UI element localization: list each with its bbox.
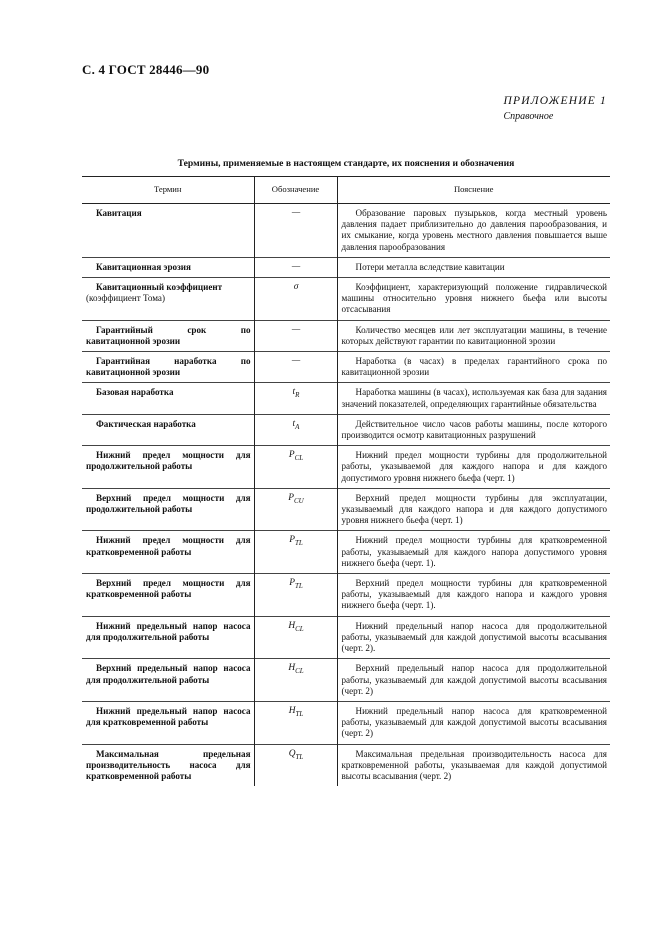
symbol-text: — (291, 261, 301, 272)
symbol-cell (254, 204, 337, 258)
symbol-cell (254, 257, 337, 277)
explanation-cell (337, 278, 610, 321)
term-extra-text: (коэффициент Тома) (86, 293, 165, 304)
symbol-text: $P_{TL}$ (289, 535, 303, 548)
explanation-cell (337, 257, 610, 277)
explanation-text: Наработка (в часах) в пределах гарантийного срока по кавитационной эрозии (341, 356, 607, 378)
term-text: Нижний предельный напор насоса для кратковременной работы (86, 705, 251, 728)
symbol-cell (254, 320, 337, 351)
term-cell (82, 352, 254, 383)
appendix-title: ПРИЛОЖЕНИЕ 1 (503, 95, 607, 107)
table-row (82, 616, 610, 659)
table-row (82, 446, 610, 489)
explanation-cell (337, 659, 610, 702)
explanation-text: Нижний предел мощности турбины для кратковременной работы, указываемый для каждого напора допустимого уровня нижнего бьефа (черт. 1). (341, 535, 607, 568)
symbol-subscript: CU (294, 496, 304, 505)
table-row (82, 701, 610, 744)
symbol-text: $Q_{TL}$ (288, 748, 304, 761)
explanation-cell (337, 414, 610, 445)
symbol-text: $P_{TL}$ (289, 578, 303, 590)
term-cell (82, 701, 254, 744)
explanation-cell (337, 320, 610, 351)
term-text: Верхний предельный напор насоса для продолжительной работы (86, 663, 251, 685)
page-header: С. 4 ГОСТ 28446—90 (82, 62, 210, 77)
table-row (82, 257, 610, 277)
symbol-subscript: CL (295, 624, 304, 633)
explanation-text: Коэффициент, характеризующий положение гидравлической машины относительно уровня нижнего бьефа или высоты отсасывания (341, 282, 607, 315)
symbol-subscript: CL (295, 667, 304, 676)
symbol-cell (254, 574, 337, 617)
symbol-subscript: TL (294, 581, 303, 590)
symbol-cell (254, 531, 337, 574)
term-cell (82, 414, 254, 445)
term-cell (82, 574, 254, 617)
explanation-text: Нижний предел мощности турбины для продолжительной работы, указываемой для каждого напора и для каждого допустимого уровня нижнего бьефа (черт. 1) (341, 450, 607, 483)
symbol-cell (254, 701, 337, 744)
term-text: Кавитационная эрозия (96, 261, 191, 272)
term-text: Нижний предел мощности для продолжительной работы (86, 450, 251, 472)
table-row (82, 352, 610, 383)
explanation-cell (337, 204, 610, 258)
term-text: Нижний предельный напор насоса для продолжительной работы (86, 620, 251, 642)
table-row (82, 204, 610, 258)
explanation-cell (337, 531, 610, 574)
table-row (82, 574, 610, 617)
term-cell (82, 320, 254, 351)
explanation-text: Верхний предельный напор насоса для продолжительной работы, указываемый для каждой допустимой высоты всасывания (черт. 2) (341, 663, 607, 696)
explanation-cell (337, 744, 610, 786)
symbol-subscript: TL (295, 752, 304, 761)
term-cell (82, 383, 254, 414)
symbol-cell (254, 383, 337, 414)
symbol-subscript: TL (295, 709, 304, 718)
table-row (82, 531, 610, 574)
symbol-cell (254, 616, 337, 659)
column-header-term: Термин (82, 177, 254, 204)
column-header-symbol: Обозначение (254, 177, 337, 204)
symbol-cell (254, 488, 337, 531)
explanation-text: Верхний предел мощности турбины для эксплуатации, указываемый для каждого напора и для каждого допустимого уровня нижнего бьефа (черт. 1) (341, 492, 607, 526)
explanation-text: Наработка машины (в часах), используемая как база для задания значений показателей, определяющих гарантийные обязательства (341, 387, 607, 409)
explanation-text: Образование паровых пузырьков, когда местный уровень давления падает приблизительно до давления парообразования, и их смыкание, когда уровень местного давления повышается выше давления парообразования (341, 208, 607, 252)
explanation-cell (337, 383, 610, 414)
symbol-text: $P_{CU}$ (288, 492, 304, 505)
terms-table (82, 176, 610, 786)
term-text: Верхний предел мощности для кратковременной работы (86, 578, 251, 600)
table-row (82, 488, 610, 531)
term-cell (82, 488, 254, 531)
term-text: Гарантийная наработка по кавитационной эрозии (86, 356, 251, 378)
symbol-text: — (291, 356, 301, 367)
symbol-cell (254, 446, 337, 489)
term-text: Базовая наработка (96, 387, 174, 398)
symbol-subscript: TL (294, 539, 303, 548)
symbol-text: $t_A$ (292, 418, 300, 431)
appendix-heading (503, 95, 607, 122)
term-cell (82, 446, 254, 489)
symbol-text: σ (293, 282, 299, 293)
symbol-text: $H_{CL}$ (288, 620, 304, 633)
table-row (82, 278, 610, 321)
term-cell (82, 744, 254, 786)
symbol-subscript: R (295, 391, 300, 400)
symbol-text: $H_{TL}$ (288, 705, 304, 718)
term-cell (82, 531, 254, 574)
term-cell (82, 278, 254, 321)
explanation-text: Верхний предел мощности турбины для кратковременной работы, указываемый для каждого напора и каждого уровня нижнего бьефа (черт. 1). (341, 578, 607, 611)
symbol-cell (254, 414, 337, 445)
term-cell (82, 257, 254, 277)
term-cell (82, 616, 254, 659)
explanation-text: Действительное число часов работы машины, после которого производится осмотр кавитационных разрушений (341, 418, 607, 441)
table-row (82, 414, 610, 445)
symbol-text: — (291, 208, 301, 218)
appendix-note: Справочное (503, 111, 554, 122)
explanation-cell (337, 616, 610, 659)
symbol-text: $P_{CL}$ (288, 450, 304, 463)
explanation-text: Количество месяцев или лет эксплуатации машины, в течение которых действуют гарантии по кавитационной эрозии (341, 324, 607, 346)
term-text: Кавитационный коэффициент (96, 282, 223, 293)
symbol-text: $H_{CL}$ (288, 663, 304, 676)
explanation-cell (337, 488, 610, 531)
explanation-cell (337, 574, 610, 617)
symbol-subscript: A (295, 422, 300, 431)
term-text: Нижний предел мощности для кратковременной работы (86, 535, 251, 557)
term-text: Фактическая наработка (96, 418, 196, 429)
table-row (82, 744, 610, 786)
term-text: Максимальная предельная производительность насоса для кратковременной работы (86, 748, 251, 781)
term-text: Верхний предел мощности для продолжительной работы (86, 492, 251, 515)
table-row (82, 659, 610, 702)
symbol-cell (254, 744, 337, 786)
explanation-text: Максимальная предельная производительность насоса для кратковременной работы, указываемая для каждой допустимой высоты всасывания (черт. 2) (341, 748, 607, 781)
table-header-row (82, 177, 610, 204)
explanation-cell (337, 701, 610, 744)
term-text: Гарантийный срок по кавитационной эрозии (86, 324, 251, 346)
explanation-text: Нижний предельный напор насоса для продолжительной работы, указываемый для каждой допустимой высоты всасывания (черт. 2). (341, 620, 607, 654)
symbol-cell (254, 278, 337, 321)
symbol-cell (254, 659, 337, 702)
explanation-text: Потери металла вследствие кавитации (355, 261, 505, 272)
terms-table-body (82, 204, 610, 787)
explanation-cell (337, 446, 610, 489)
symbol-cell (254, 352, 337, 383)
symbol-text: $t_R$ (292, 387, 300, 400)
table-row (82, 383, 610, 414)
term-text: Кавитация (96, 208, 142, 218)
term-cell (82, 204, 254, 258)
table-title: Термины, применяемые в настоящем стандарте, их пояснения и обозначения (177, 158, 515, 169)
column-header-explanation: Пояснение (337, 177, 610, 204)
symbol-text: — (291, 324, 301, 335)
symbol-subscript: CL (294, 454, 304, 463)
explanation-cell (337, 352, 610, 383)
explanation-text: Нижний предельный напор насоса для кратковременной работы, указываемый для каждой допустимой высоты всасывания (черт. 2) (341, 705, 607, 739)
term-cell (82, 659, 254, 702)
table-row (82, 320, 610, 351)
